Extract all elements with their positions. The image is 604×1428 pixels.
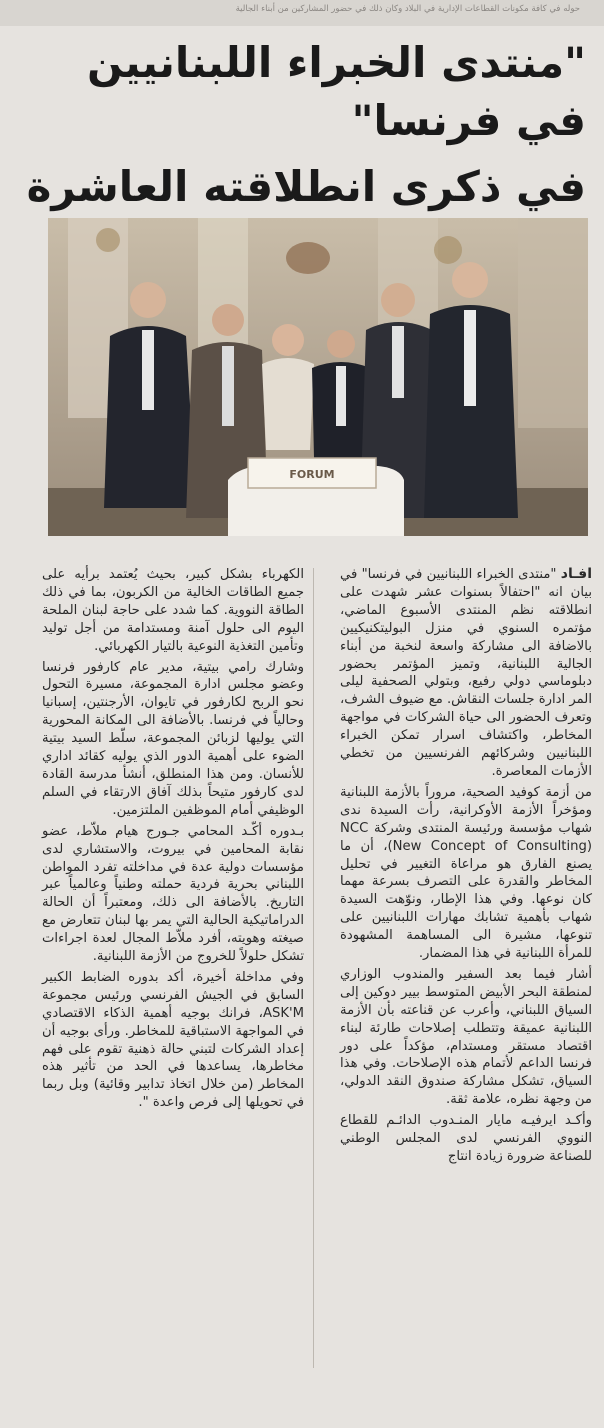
article-paragraph: الكهرباء بشكل كبير، بحيث يُعتمد برأيه على جميع الطاقات الخالية من الكربون، بما في ذلك الطاقة النووية. كما شدد على حاجة لبنان الملحة اليوم الى حلول آمنة ومستدامة من أجل توليد وتأمين التغذية النوعية بالتيار الكهربائي. — [42, 567, 304, 654]
paragraph-text: "منتدى الخبراء اللبنانيين في فرنسا" في بيان انه "احتفالاً بسنوات عشر شهدت على انطلاقته نظم المنتدى الأسبوع الماضي، مؤتمره السنوي في منزل البوليتكنيكيين بالاضافة الى مشاركة واسعة لنخبة من أبناء الجالية اللبنانية، وتميز المؤتمر بحضور دبلوماسي دولي رفيع، وبتولي الصحفية ليلى المر ادارة جلسات النقاش. مع ضيوف الشرف، وتعرف الحضور الى حياة الشركات في مواجهة المخاطر، واكتشاف اسرار تمكن الخبراء اللبنانيين وشركائهم الفرنسيين من تخطي الأزمات المعاصرة. — [340, 567, 592, 779]
article-paragraph: أشار فيما بعد السفير والمندوب الوزاري لمنطقة البحر الأبيض المتوسط بيير دوكين إلى السياق اللبناني، وأعرب عن قناعته بأن الأزمة اللبنانية عميقة وتتطلب إصلاحات طارئة لبناء اقتصاد مستقر ومستدام، مؤكداً على دور فرنسا الداعم لأتمام هذه الإصلاحات. وفي هذا السياق، تشكل مشاركة صندوق النقد الدولي، من وجهة نظره، علامة ثقة. — [340, 966, 592, 1108]
article-paragraph: وشارك رامي بيتية، مدير عام كارفور فرنسا وعضو مجلس ادارة المجموعة، مسيرة التحول نحو الربح لكارفور في تايوان، الأرجنتين، إسبانيا وحالياً في فرنسا. بالأضافة الى المكانة المحورية التي يوليها لزبائن المجموعة، سلّط السيد بيتية الضوء على أهمية الدور الذي يوليه كقائد اداري للأنسان. ومن هذا المنطلق، أنشأ مدرسة القادة لدى كارفور متيحاً بذلك آفاق الارتقاء في السلم الوظيفي أمام الموظفين الملتزمين. — [42, 659, 304, 818]
previous-article-strip: حوله في كافة مكونات القطاعات الإدارية في البلاد وكان ذلك في حضور المشاركين من أبناء الجالية — [0, 0, 604, 26]
cake-label: FORUM — [289, 468, 335, 481]
article-column-right — [340, 566, 592, 1169]
headline-line-2: في ذكرى انطلاقته العاشرة — [26, 162, 586, 211]
article-headline — [16, 34, 586, 216]
lead-word: افـاد — [560, 566, 592, 582]
article-paragraph: بـدوره أكّـد المحامي جـورج هيام ملاّط، عضو نقابة المحامين في بيروت، والاستشاري لدى مؤسسات دولية عدة في مداخلته تفرد المواطن اللبناني بحرية فردية حملته وطنياً وعالمياً عبر التاريخ. بالأضافة الى ذلك، ومعتبراً أن الحالة الدراماتيكية الحالية التي يمر بها لبنان تتعارض مع صيغته وهويته، أفرد ملاّط المجال لعدة اجراءات تشكل حلولاً للخروج من الأزمة اللبنانية. — [42, 823, 304, 965]
group-photo-illustration — [48, 218, 588, 536]
headline-line-1: "منتدى الخبراء اللبنانيين في فرنسا" — [87, 38, 586, 145]
article-paragraph: وفي مداخلة أخيرة، أكد بدوره الضابط الكبير السابق في الجيش الفرنسي ورئيس مجموعة ASK'M، فرانك بوجيه أهمية الذكاء الاقتصادي في المواجهة الاستباقية للمخاطر. ورأى بوجيه أن إعداد الشركات لتبني حالة ذهنية تقوم على فهم مخاطرها، يساعدها في الحد من تأثير هذه المخاطر (من خلال اتخاذ تدابير وقائية) وبل ربما في تحويلها إلى فرص واعدة ". — [42, 969, 304, 1111]
article-column-left — [42, 566, 304, 1115]
article-paragraph — [340, 566, 592, 781]
article-paragraph: من أزمة كوفيد الصحية، مروراً بالأزمة اللبنانية ومؤخراً الأزمة الأوكرانية، رأت السيدة ندى شهاب مؤسسة ورئيسة المنتدى وشركة NCC (New Concept of Consulting)، أن ما يصنع الفارق هو مراعاة التغيير في تحليل المخاطر والقدرة على التصرف بسرعة مهما كان نوعها. وفي هذا الإطار، ونوّهت السيدة شهاب بأهمية تشابك مهارات اللبنانيين على تنوعها، مشيرة الى المساهمة المشهودة للمرأة اللبنانية في هذا المضمار. — [340, 784, 592, 962]
column-divider — [313, 568, 314, 1368]
article-photo — [48, 218, 588, 536]
article-paragraph: وأكـد ايرفيـه مايار المنـدوب الدائـم للقطاع النووي الفرنسي لدى المجلس الوطني للصناعة ضرورة زيادة انتاج — [340, 1113, 592, 1164]
